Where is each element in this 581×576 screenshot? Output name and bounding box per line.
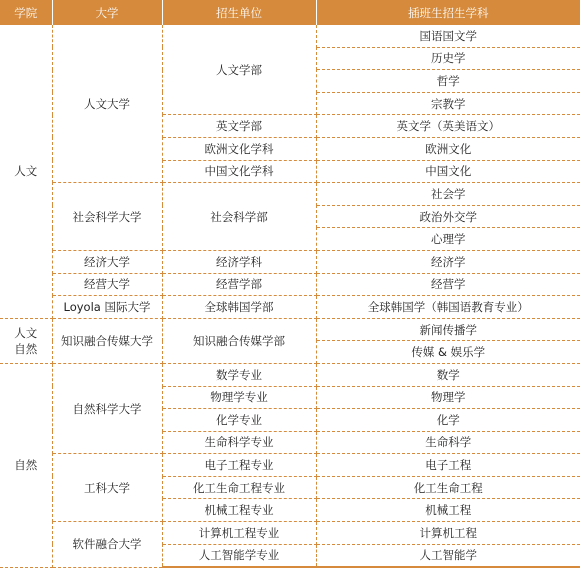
table-cell: 经济大学 xyxy=(52,250,162,273)
header-admission-unit: 招生单位 xyxy=(162,0,316,25)
table-cell: 宗教学 xyxy=(316,92,580,115)
table-cell: 工科大学 xyxy=(52,454,162,522)
table-cell: 软件融合大学 xyxy=(52,522,162,568)
table-cell: 计算机工程专业 xyxy=(162,522,316,545)
table-cell: 物理学专业 xyxy=(162,386,316,409)
table-cell: 人工智能学 xyxy=(316,544,580,567)
table-cell: 知识融合传媒学部 xyxy=(162,318,316,363)
table-cell: 人文 自然 xyxy=(0,318,52,363)
table-cell: 数学专业 xyxy=(162,363,316,386)
table-cell: 心理学 xyxy=(316,228,580,251)
table-cell: 社会科学大学 xyxy=(52,183,162,251)
table-row xyxy=(0,273,580,296)
table-cell: 人文 xyxy=(0,25,52,318)
table-cell: 英文学部 xyxy=(162,115,316,138)
table-cell: 电子工程 xyxy=(316,454,580,477)
table-cell: 自然科学大学 xyxy=(52,363,162,453)
table-row xyxy=(0,25,580,47)
header-college: 学院 xyxy=(0,0,52,25)
table-row xyxy=(0,296,580,319)
table-cell: 化学 xyxy=(316,409,580,432)
table-cell: 全球韩国学部 xyxy=(162,296,316,319)
table-cell: 经营学 xyxy=(316,273,580,296)
table-cell: 经济学 xyxy=(316,250,580,273)
table-cell: 化工生命工程专业 xyxy=(162,476,316,499)
table-cell: 经济学科 xyxy=(162,250,316,273)
table-cell: 生命科学专业 xyxy=(162,431,316,454)
table-row xyxy=(0,183,580,206)
table-cell: 英文学（英美语文） xyxy=(316,115,580,138)
table-cell: 哲学 xyxy=(316,70,580,93)
table-row xyxy=(0,522,580,545)
table-cell: 传媒 & 娱乐学 xyxy=(316,341,580,364)
table-cell: 机械工程 xyxy=(316,499,580,522)
table-cell: 经营学部 xyxy=(162,273,316,296)
table-cell: 化工生命工程 xyxy=(316,476,580,499)
table-cell: 机械工程专业 xyxy=(162,499,316,522)
header-university: 大学 xyxy=(52,0,162,25)
table-body xyxy=(0,25,580,567)
table-cell: 全球韩国学（韩国语教育专业） xyxy=(316,296,580,319)
table-cell: 历史学 xyxy=(316,47,580,70)
header-transfer-subjects: 插班生招生学科 xyxy=(316,0,580,25)
table-cell: 人文大学 xyxy=(52,25,162,183)
table-cell: 社会科学部 xyxy=(162,183,316,251)
table-row xyxy=(0,454,580,477)
table-cell: Loyola 国际大学 xyxy=(52,296,162,319)
header-row xyxy=(0,0,580,25)
table-cell: 电子工程专业 xyxy=(162,454,316,477)
table-cell: 新闻传播学 xyxy=(316,318,580,341)
table-row xyxy=(0,363,580,386)
table-cell: 中国文化 xyxy=(316,160,580,183)
table-cell: 人工智能学专业 xyxy=(162,544,316,567)
table-cell: 国语国文学 xyxy=(316,25,580,47)
table-cell: 中国文化学科 xyxy=(162,160,316,183)
table-cell: 物理学 xyxy=(316,386,580,409)
table-cell: 政治外交学 xyxy=(316,205,580,228)
table-cell: 知识融合传媒大学 xyxy=(52,318,162,363)
table-cell: 人文学部 xyxy=(162,25,316,115)
table-cell: 欧洲文化 xyxy=(316,137,580,160)
table-cell: 经营大学 xyxy=(52,273,162,296)
table-row xyxy=(0,250,580,273)
table-cell: 生命科学 xyxy=(316,431,580,454)
table-cell: 自然 xyxy=(0,363,52,567)
table-cell: 化学专业 xyxy=(162,409,316,432)
table-row xyxy=(0,318,580,341)
table-cell: 数学 xyxy=(316,363,580,386)
table-cell: 欧洲文化学科 xyxy=(162,137,316,160)
table-cell: 社会学 xyxy=(316,183,580,206)
table-cell: 计算机工程 xyxy=(316,522,580,545)
